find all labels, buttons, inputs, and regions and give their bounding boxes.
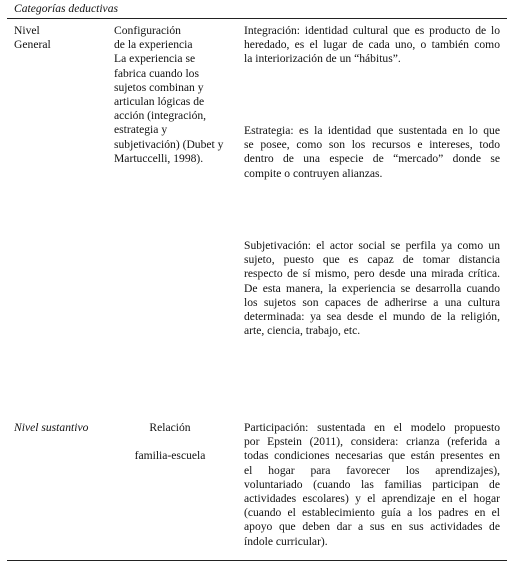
desc-line: Subjetivación: el actor social se perfila ya como un — [244, 239, 500, 252]
category-line: La experiencia se — [114, 52, 196, 66]
desc-line: determinada: ya sea desde el mundo de la religión, — [244, 310, 500, 324]
category-line: Relación — [149, 421, 191, 434]
level-line: General — [14, 38, 51, 52]
desc-line: el hogar para favorecer los aprendizajes), — [244, 463, 500, 477]
level-line: Nivel sustantivo — [14, 421, 89, 434]
row-sustantivo-category — [114, 421, 226, 463]
desc-line: dentro de una especie de “mercado” donde se — [244, 152, 500, 166]
rule-bottom — [7, 560, 507, 561]
desc-line: la interiorización de un “hábitus”. — [244, 52, 401, 66]
desc-line: apoyo que deben dar a sus en sus actividades de — [244, 520, 500, 534]
desc-line: respecto de sí mismo, pero desde una mirada crítica. — [244, 267, 500, 281]
category-line: sujetos combinan y — [114, 80, 204, 94]
desc-line: los sujetos son capaces de adherirse a una cultura — [244, 295, 500, 309]
desc-line: Estrategia: es la identidad que sustentada en lo que — [244, 124, 500, 137]
category-line: articulan lógicas de — [114, 95, 205, 109]
desc-line: De esta manera, la experiencia se desarrolla cuando — [244, 281, 500, 295]
desc-line: heredado, es el lugar de cada uno, o también como — [244, 38, 500, 52]
desc-line: índole curricular). — [244, 534, 328, 548]
table-title: Categorías deductivas — [14, 2, 119, 15]
desc-line: Integración: identidad cultural que es producto de lo — [244, 24, 500, 37]
desc-line: actividades escolares) y el aprendizaje en el hogar — [244, 492, 500, 506]
rule-top — [7, 18, 507, 19]
row-sustantivo-level — [14, 421, 88, 435]
desc-line: arte, ciencia, trabajo, etc. — [244, 324, 361, 338]
desc-estrategia — [244, 124, 500, 181]
desc-line: voluntariado (cuando las familias participan de — [244, 477, 500, 491]
category-line: de la experiencia — [114, 38, 193, 52]
row-general-level — [14, 24, 51, 52]
category-line: acción (integración, — [114, 109, 207, 123]
level-line: Nivel — [14, 24, 40, 37]
category-line: Martuccelli, 1998). — [114, 151, 204, 165]
desc-line: se posee, como son los recursos e intereses, todo — [244, 138, 500, 152]
row-general-category — [114, 24, 240, 166]
category-line: familia-escuela — [134, 449, 206, 463]
desc-line: por Epstein (2011), considera: crianza (referida a — [244, 435, 500, 449]
category-line: fabrica cuando los — [114, 66, 199, 80]
desc-subjetivacion — [244, 239, 500, 338]
desc-line: compite o contruyen alianzas. — [244, 166, 383, 180]
desc-line: (cuando el establecimiento guía a los padres en el — [244, 506, 500, 520]
category-line: subjetivación) (Dubet y — [114, 137, 224, 151]
desc-line: sujeto, puesto que es capaz de tomar distancia — [244, 253, 500, 267]
desc-integracion — [244, 24, 500, 67]
category-line: estrategia y — [114, 123, 168, 137]
category-line: Configuración — [114, 24, 181, 37]
desc-line: Participación: sustentada en el modelo propuesto — [244, 421, 500, 434]
desc-line: todas condiciones necesarias que están presentes en — [244, 449, 500, 463]
desc-participacion — [244, 421, 500, 549]
